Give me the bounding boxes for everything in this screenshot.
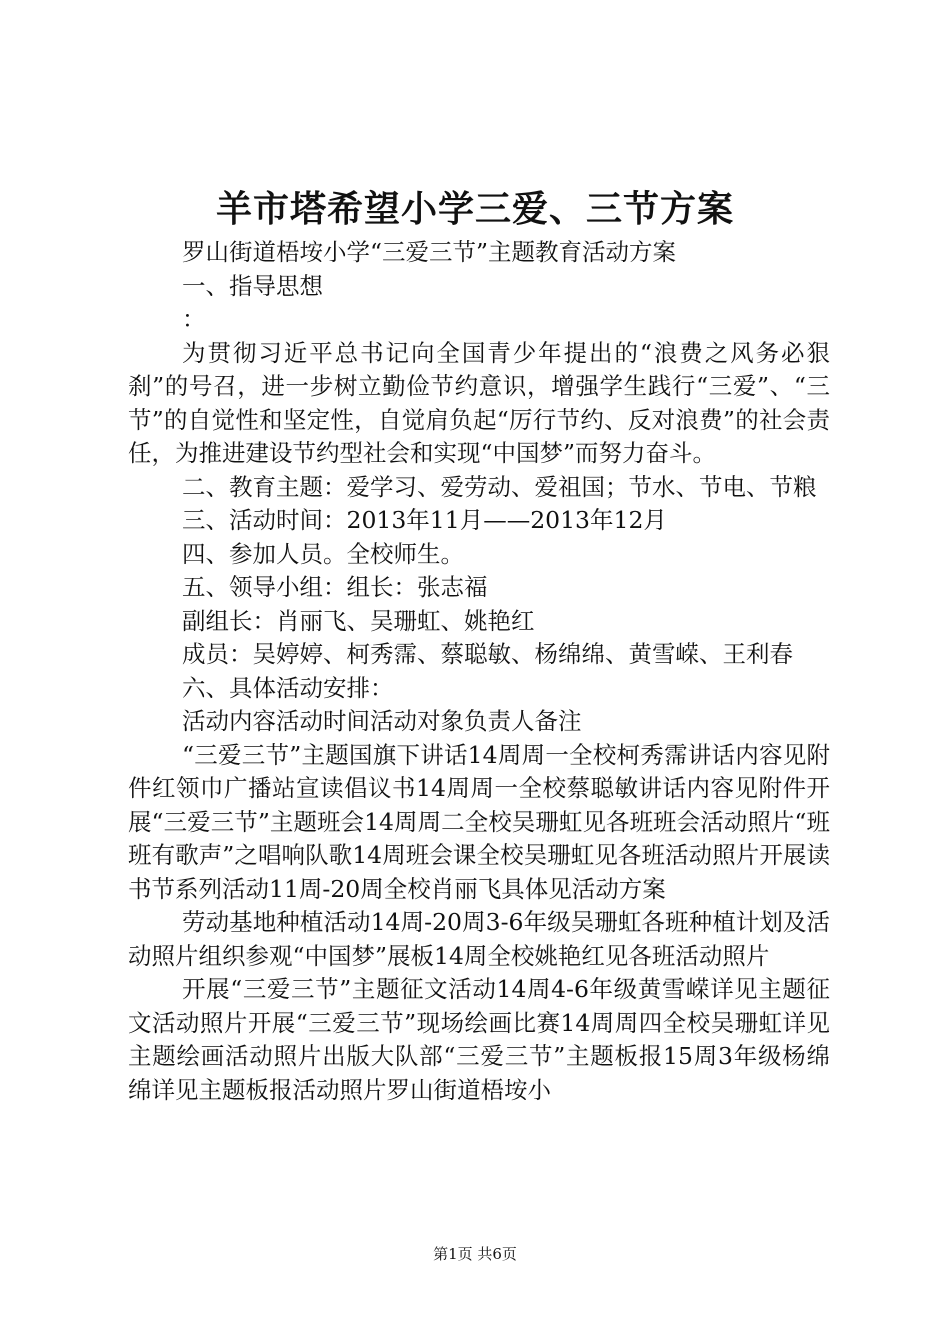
section-1-heading: 一、指导思想 bbox=[182, 271, 323, 300]
document-body bbox=[128, 236, 830, 1107]
members-paragraph: 成员：吴婷婷、柯秀霈、蔡聪敏、杨绵绵、黄雪嵘、王利春 bbox=[182, 640, 793, 668]
section-1-body: 为贯彻习近平总书记向全国青少年提出的“浪费之风务必狠刹”的号召，进一步树立勤俭节约意识，增强学生践行“三爱”、“三节”的自觉性和坚定性，自觉肩负起“厉行节约、反对浪费”的社会责任，为推进建设节约型社会和实现“中国梦”而努力奋斗。 bbox=[128, 338, 830, 467]
subtitle-paragraph: 罗山街道梧垵小学“三爱三节”主题教育活动方案 bbox=[182, 238, 677, 266]
activities-paragraph-1: “三爱三节”主题国旗下讲话14周周一全校柯秀霈讲话内容见附件红领巾广播站宣读倡议书14周周一全校蔡聪敏讲话内容见附件开展“三爱三节”主题班会14周周二全校吴珊虹见各班班会活动照片“班班有歌声”之唱响队歌14周班会课全校吴珊虹见各班活动照片开展读书节系列活动11周-20周全校肖丽飞具体见活动方案 bbox=[128, 740, 830, 903]
section-3-paragraph: 三、活动时间：2013年11月——2013年12月 bbox=[182, 506, 667, 534]
activities-paragraph-2: 劳动基地种植活动14周-20周3-6年级吴珊虹各班种植计划及活动照片组织参观“中国梦”展板14周全校姚艳红见各班活动照片 bbox=[128, 908, 830, 970]
page-number-footer: 第1页 共6页 bbox=[433, 1245, 517, 1263]
section-4-paragraph: 四、参加人员。全校师生。 bbox=[182, 539, 464, 568]
activities-paragraph-3: 开展“三爱三节”主题征文活动14周4-6年级黄雪嵘详见主题征文活动照片开展“三爱三节”现场绘画比赛14周周四全校吴珊虹详见主题绘画活动照片出版大队部“三爱三节”主题板报15周3年级杨绵绵详见主题板报活动照片罗山街道梧垵小 bbox=[128, 975, 830, 1104]
section-5-paragraph: 五、领导小组：组长：张志福 bbox=[182, 573, 488, 601]
section-2-paragraph: 二、教育主题：爱学习、爱劳动、爱祖国；节水、节电、节粮 bbox=[182, 472, 817, 501]
document-title: 羊市塔希望小学三爱、三节方案 bbox=[215, 188, 734, 230]
table-header-paragraph: 活动内容活动时间活动对象负责人备注 bbox=[182, 707, 582, 735]
section-6-paragraph: 六、具体活动安排： bbox=[182, 673, 394, 702]
section-1-colon: ： bbox=[182, 305, 206, 333]
deputy-leaders-paragraph: 副组长：肖丽飞、吴珊虹、姚艳红 bbox=[182, 606, 535, 635]
